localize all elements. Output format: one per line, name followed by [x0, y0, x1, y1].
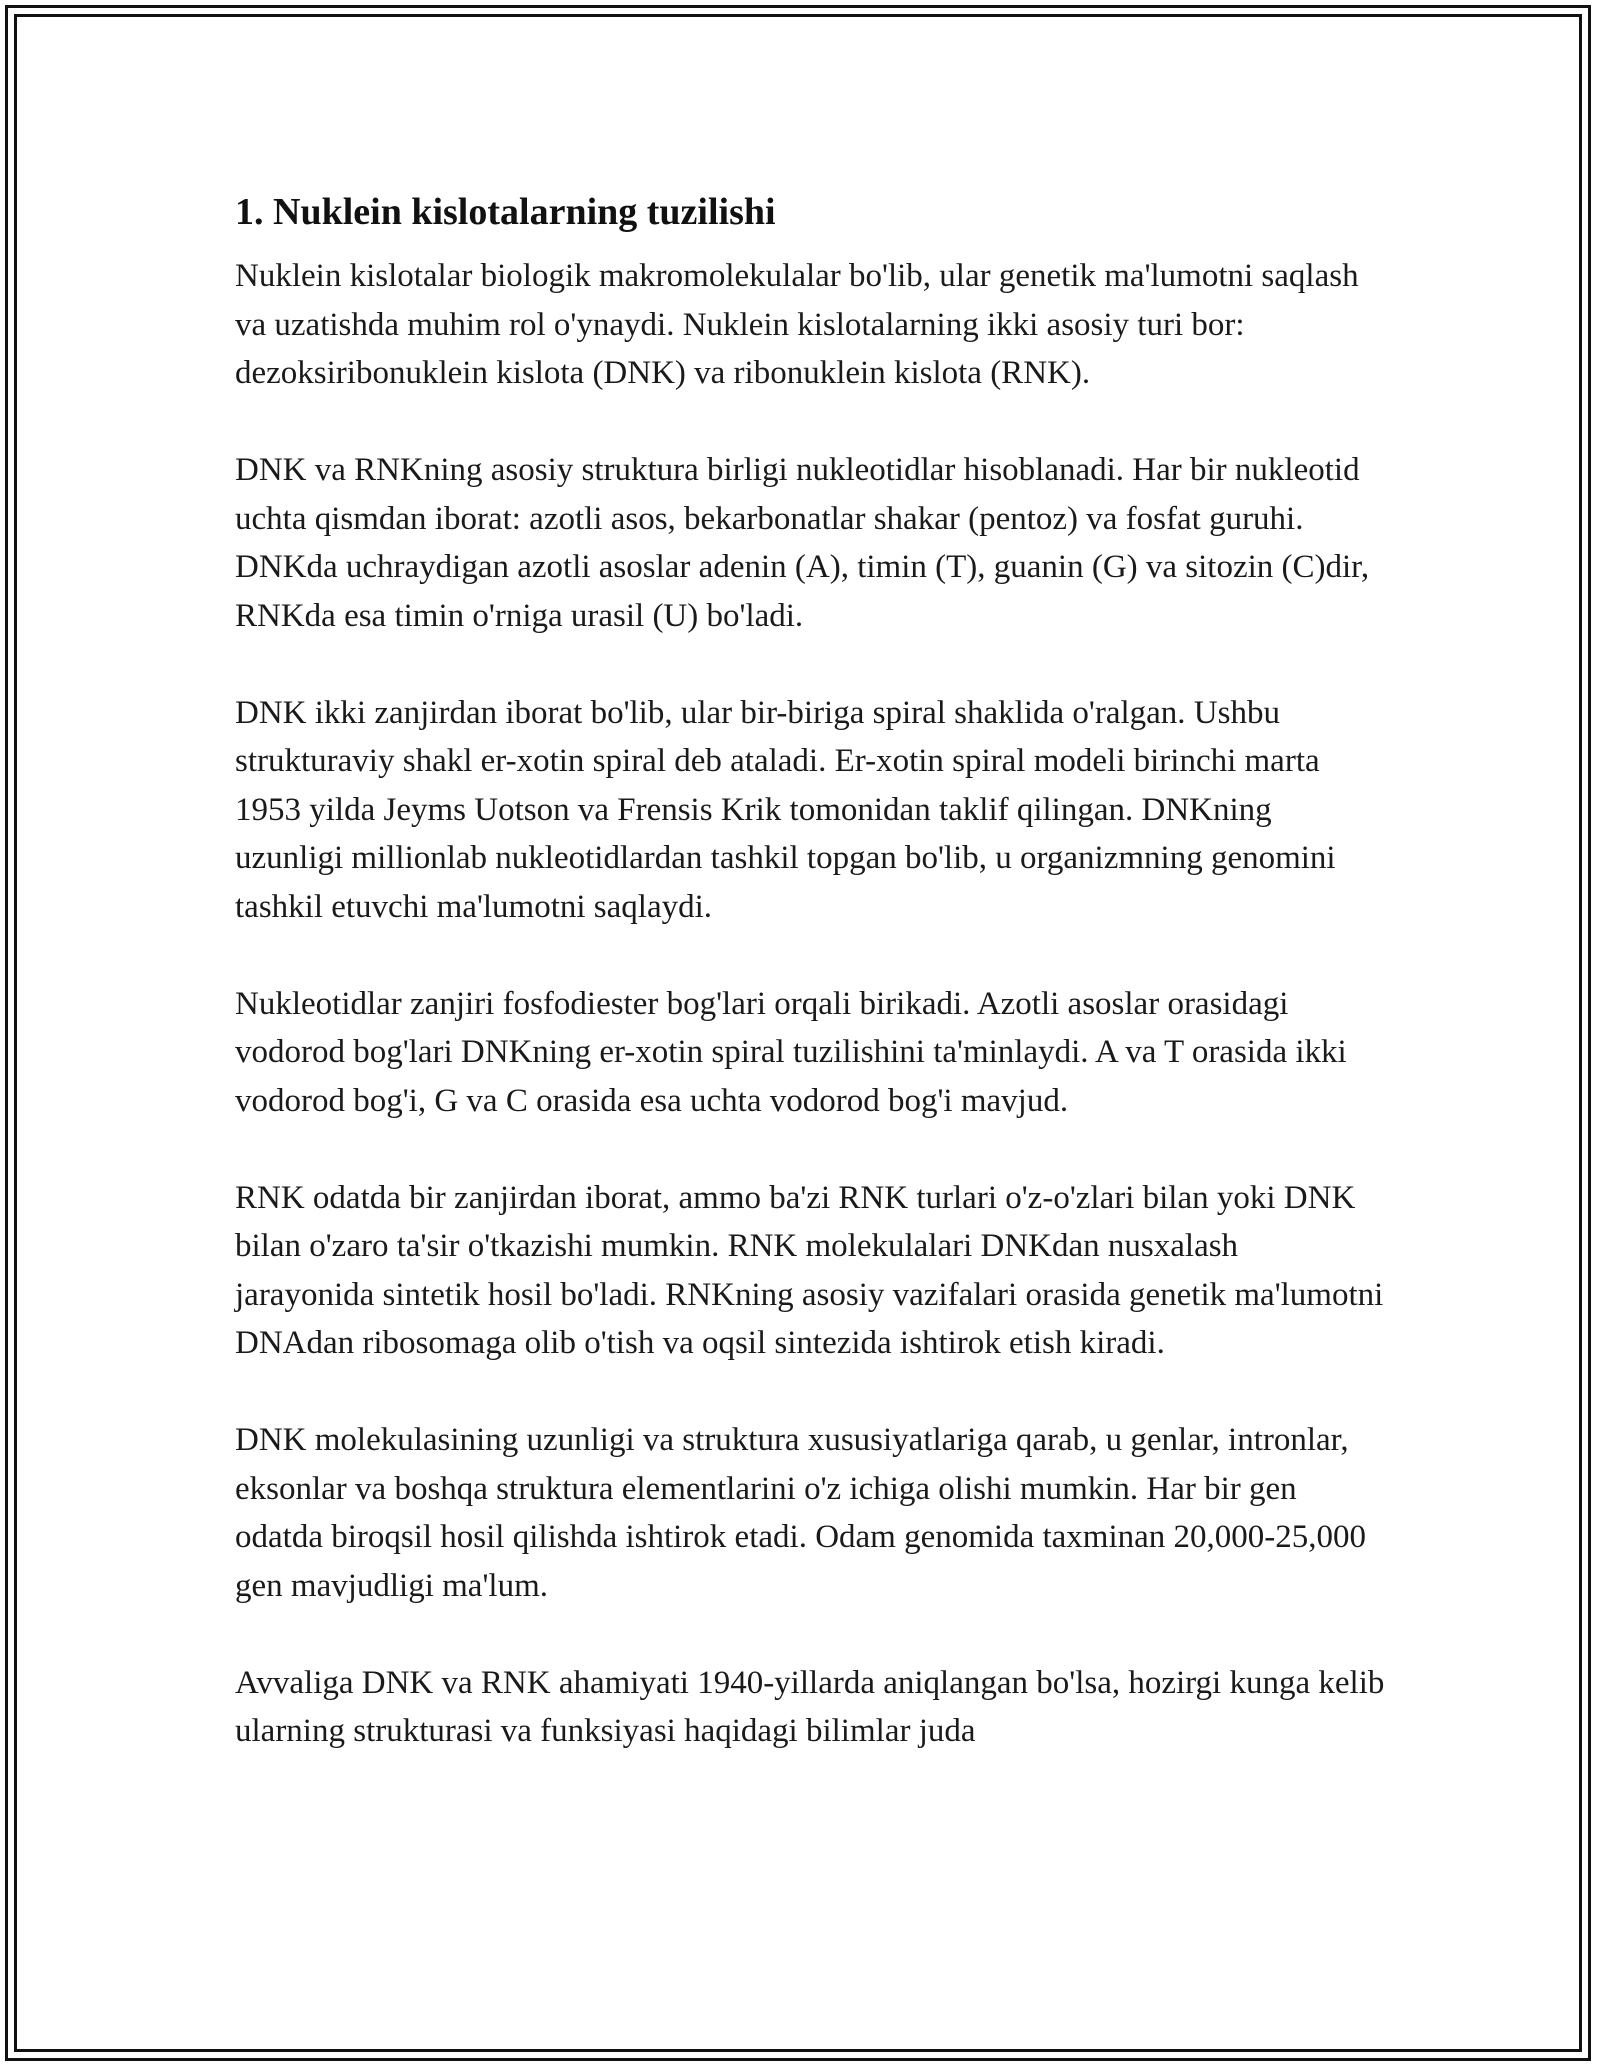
paragraph-history: Avvaliga DNK va RNK ahamiyati 1940-yillarda aniqlangan bo'lsa, hozirgi kunga kelib ularning strukturasi va funksiyasi haqidagi bilimlar juda [235, 1664, 1385, 1749]
section-title: 1. Nuklein kislotalarning tuzilishi [235, 191, 776, 233]
paragraph-bonds: Nukleotidlar zanjiri fosfodiester bog'lari orqali birikadi. Azotli asoslar orasidagi vodorod bog'lari DNKning er-xotin spiral tuzilishini ta'minlaydi. A va T orasida ikki vodorod bog'i, G va C orasida esa uchta vodorod bog'i mavjud. [235, 985, 1347, 1119]
paragraph-nucleotides: DNK va RNKning asosiy struktura birligi nukleotidlar hisoblanadi. Har bir nukleotid uchta qismdan iborat: azotli asos, bekarbonatlar shakar (pentoz) va fosfat guruhi. DNKda uchraydigan azotli asoslar adenin (A), timin (T), guanin (G) va sitozin (C)dir, RNKda esa timin o'rniga urasil (U) bo'ladi. [235, 452, 1370, 634]
paragraph-double-helix: DNK ikki zanjirdan iborat bo'lib, ular bir-biriga spiral shaklida o'ralgan. Ushbu strukturaviy shakl er-xotin spiral deb ataladi. Er-xotin spiral modeli birinchi marta 1953 yilda Jeyms Uotson va Frensis Krik tomonidan taklif qilingan. DNKning uzunligi millionlab nukleotidlardan tashkil topgan bo'lib, u organizmning genomini tashkil etuvchi ma'lumotni saqlaydi. [235, 694, 1336, 925]
document-body [235, 186, 1385, 1804]
paragraph-genes: DNK molekulasining uzunligi va struktura xususiyatlariga qarab, u genlar, intronlar, eksonlar va boshqa struktura elementlarini o'z ichiga olishi mumkin. Har bir gen odatda biroqsil hosil qilishda ishtirok etadi. Odam genomida taxminan 20,000-25,000 gen mavjudligi ma'lum. [235, 1422, 1367, 1604]
paragraph-rna: RNK odatda bir zanjirdan iborat, ammo ba'zi RNK turlari o'z-o'zlari bilan yoki DNK bilan o'zaro ta'sir o'tkazishi mumkin. RNK molekulalari DNKdan nusxalash jarayonida sintetik hosil bo'ladi. RNKning asosiy vazifalari orasida genetik ma'lumotni DNAdan ribosomaga olib o'tish va oqsil sintezida ishtirok etish kiradi. [235, 1179, 1384, 1361]
paragraph-intro: Nuklein kislotalar biologik makromolekulalar bo'lib, ular genetik ma'lumotni saqlash va uzatishda muhim rol o'ynaydi. Nuklein kislotalarning ikki asosiy turi bor: dezoksiribonuklein kislota (DNK) va ribonuklein kislota (RNK). [235, 258, 1359, 391]
